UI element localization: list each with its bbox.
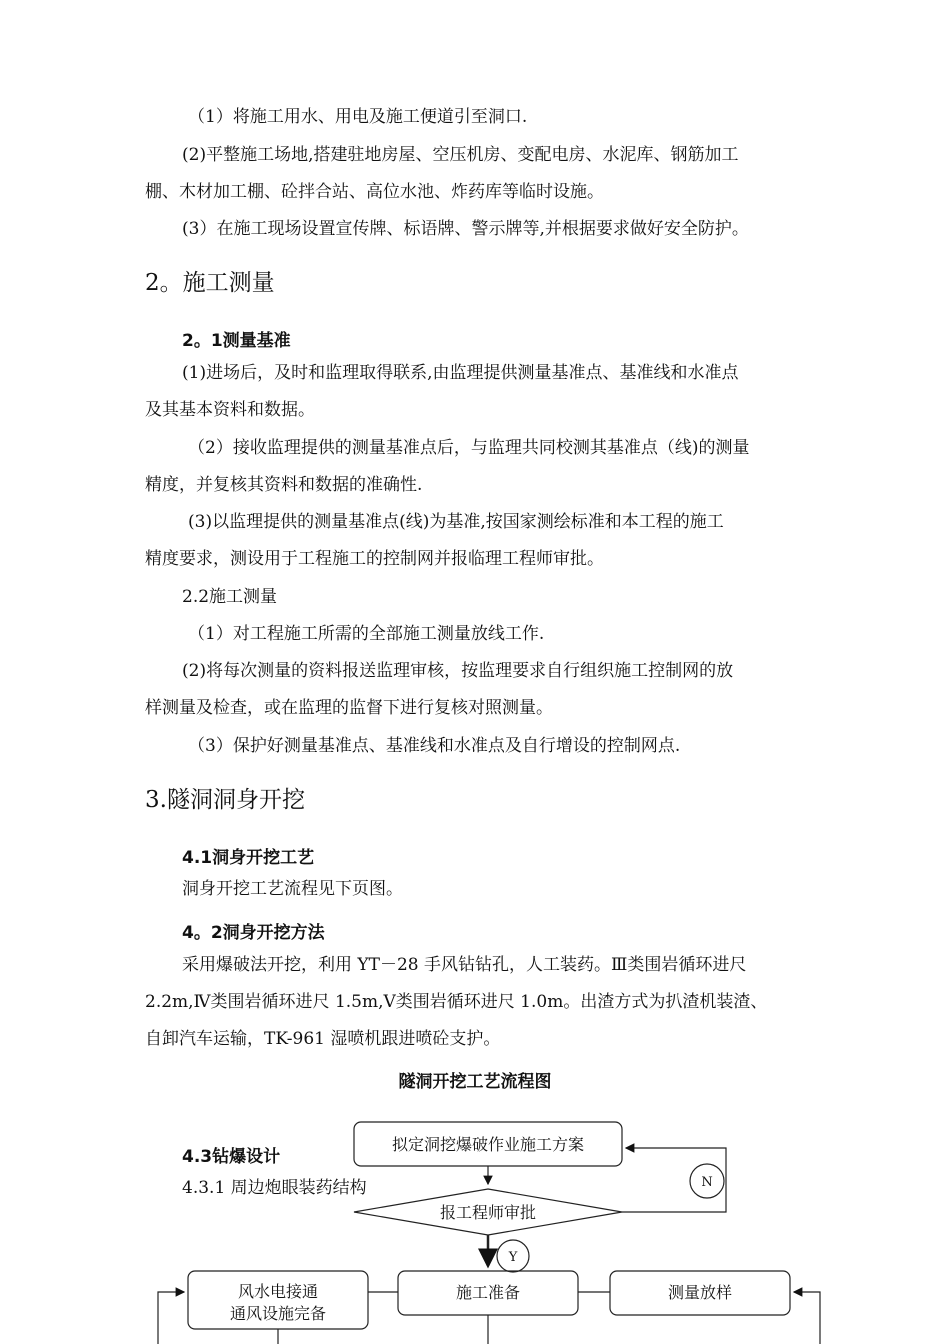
subheading-drill-blast: 4.3钻爆设计 xyxy=(182,1147,281,1167)
paragraph-s3-p2b: 2.2m,Ⅳ类围岩循环进尺 1.5m,Ⅴ类围岩循环进尺 1.0m。出渣方式为扒渣机装渣、 xyxy=(145,992,768,1012)
paragraph-s3-p1: 洞身开挖工艺流程见下页图。 xyxy=(182,879,403,899)
paragraph-s2-p3a: (3)以监理提供的测量基准点(线)为基准,按国家测绘标准和本工程的施工 xyxy=(188,512,724,532)
flow-text-plan: 拟定洞挖爆破作业施工方案 xyxy=(391,1135,585,1154)
paragraph-s2-p3b: 精度要求，测设用于工程施工的控制网并报临理工程师审批。 xyxy=(145,549,604,569)
flow-text-utility-2: 通风设施完备 xyxy=(229,1304,327,1323)
flow-text-survey: 测量放样 xyxy=(667,1283,733,1302)
paragraph-s2-p4: （1）对工程施工所需的全部施工测量放线工作. xyxy=(188,624,545,644)
flow-text-y: Y xyxy=(508,1250,518,1265)
subheading-excavation-process: 4.1洞身开挖工艺 xyxy=(182,848,315,868)
paragraph-s2-p2a: （2）接收监理提供的测量基准点后，与监理共同校测其基准点（线)的测量 xyxy=(188,438,750,458)
paragraph-s3-p2a: 采用爆破法开挖，利用 YT－28 手风钻钻孔，人工装药。Ⅲ类围岩循环进尺 xyxy=(182,955,747,975)
paragraph-s2-p1b: 及其基本资料和数据。 xyxy=(145,400,315,420)
subheading-construction-survey: 2.2施工测量 xyxy=(182,587,278,607)
paragraph-s1-item2a: (2)平整施工场地,搭建驻地房屋、空压机房、变配电房、水泥库、钢筋加工 xyxy=(182,145,739,165)
paragraph-s2-p2b: 精度，并复核其资料和数据的准确性. xyxy=(145,475,423,495)
subheading-survey-datum: 2。1测量基准 xyxy=(182,331,291,351)
subheading-excavation-method: 4。2洞身开挖方法 xyxy=(182,923,325,943)
paragraph-s2-p5a: (2)将每次测量的资料报送监理审核，按监理要求自行组织施工控制网的放 xyxy=(182,661,734,681)
figure-caption: 隧洞开挖工艺流程图 xyxy=(398,1072,552,1092)
subheading-perimeter-charge: 4.3.1 周边炮眼装药结构 xyxy=(182,1178,367,1198)
paragraph-s1-item1: （1）将施工用水、用电及施工便道引至洞口. xyxy=(188,107,528,127)
heading-excavation: 3.隧洞洞身开挖 xyxy=(145,787,305,813)
paragraph-s3-p2c: 自卸汽车运输，TK-961 湿喷机跟进喷砼支护。 xyxy=(145,1029,501,1049)
flow-text-prep: 施工准备 xyxy=(455,1283,521,1302)
paragraph-s2-p6: （3）保护好测量基准点、基准线和水准点及自行增设的控制网点. xyxy=(188,736,681,756)
heading-survey: 2。施工测量 xyxy=(145,270,275,296)
paragraph-s2-p5b: 样测量及检查，或在监理的监督下进行复核对照测量。 xyxy=(145,698,553,718)
paragraph-s1-item3: (3）在施工现场设置宣传牌、标语牌、警示牌等,并根据要求做好安全防护。 xyxy=(182,219,749,239)
flow-text-utility-1: 风水电接通 xyxy=(237,1282,319,1301)
flow-text-n: N xyxy=(701,1175,713,1190)
flow-text-review: 报工程师审批 xyxy=(439,1203,537,1222)
paragraph-s1-item2b: 棚、木材加工棚、砼拌合站、高位水池、炸药库等临时设施。 xyxy=(145,182,604,202)
paragraph-s2-p1a: (1)进场后，及时和监理取得联系,由监理提供测量基准点、基准线和水准点 xyxy=(182,363,739,383)
